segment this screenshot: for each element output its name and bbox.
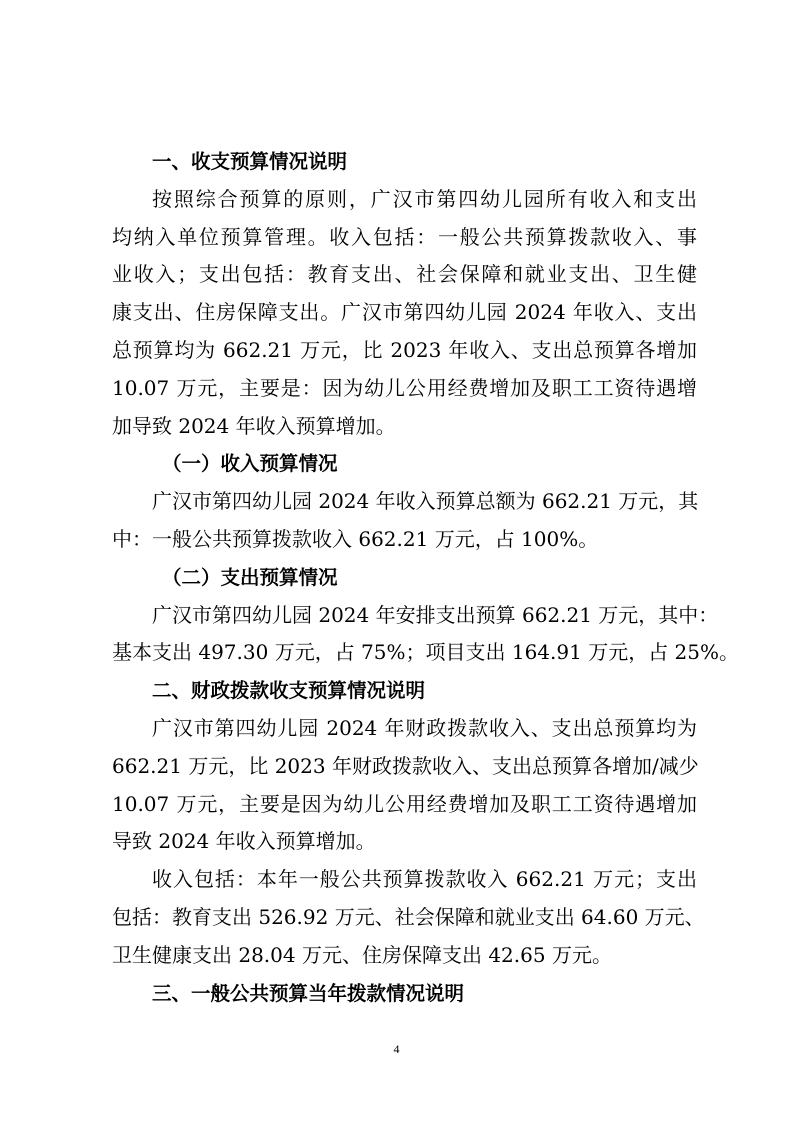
paragraph-line: 业收入；支出包括：教育支出、社会保障和就业支出、卫生健 xyxy=(112,262,697,287)
section-heading-3: 三、一般公共预算当年拨款情况说明 xyxy=(152,981,465,1005)
paragraph-line: 包括：教育支出 526.92 万元、社会保障和就业支出 64.60 万元、 xyxy=(112,904,705,929)
paragraph-line: 基本支出 497.30 万元，占 75%；项目支出 164.91 万元，占 25%。 xyxy=(112,640,740,665)
section-heading-2: 二、财政拨款收支预算情况说明 xyxy=(152,679,426,703)
paragraph-line: 广汉市第四幼儿园 2024 年安排支出预算 662.21 万元，其中： xyxy=(152,602,719,627)
section-heading-1: 一、收支预算情况说明 xyxy=(152,150,348,173)
paragraph-line: 中：一般公共预算拨款收入 662.21 万元，占 100%。 xyxy=(112,526,599,551)
paragraph-line: 广汉市第四幼儿园 2024 年财政拨款收入、支出总预算均为 xyxy=(152,715,697,740)
paragraph-line: 广汉市第四幼儿园 2024 年收入预算总额为 662.21 万元，其 xyxy=(152,489,699,514)
paragraph-line: 662.21 万元，比 2023 年财政拨款收入、支出总预算各增加/减少 xyxy=(112,753,699,778)
paragraph-line: 卫生健康支出 28.04 万元、住房保障支出 42.65 万元。 xyxy=(112,942,612,967)
section2-paragraph-1 xyxy=(112,710,697,861)
paragraph-line: 10.07 万元，主要是：因为幼儿公用经费增加及职工工资待遇增 xyxy=(112,375,697,400)
paragraph-line: 均纳入单位预算管理。收入包括：一般公共预算拨款收入、事 xyxy=(112,224,697,249)
document-body xyxy=(112,143,740,1012)
income-paragraph xyxy=(112,483,697,559)
paragraph-line: 收入包括：本年一般公共预算拨款收入 662.21 万元；支出 xyxy=(152,867,697,892)
subsection-heading-expenditure: （二）支出预算情况 xyxy=(162,565,338,589)
subsection-heading-income: （一）收入预算情况 xyxy=(162,452,338,476)
paragraph-line: 10.07 万元，主要是因为幼儿公用经费增加及职工工资待遇增加 xyxy=(112,791,697,816)
section2-paragraph-2 xyxy=(112,861,705,974)
expenditure-paragraph xyxy=(112,597,740,673)
paragraph-line: 总预算均为 662.21 万元，比 2023 年收入、支出总预算各增加 xyxy=(112,337,697,362)
paragraph-line: 加导致 2024 年收入预算增加。 xyxy=(112,413,396,438)
section1-paragraph xyxy=(112,181,697,446)
paragraph-line: 导致 2024 年收入预算增加。 xyxy=(112,829,376,854)
page-number: 4 xyxy=(393,1042,400,1056)
paragraph-line: 按照综合预算的原则，广汉市第四幼儿园所有收入和支出 xyxy=(152,186,697,211)
paragraph-line: 康支出、住房保障支出。广汉市第四幼儿园 2024 年收入、支出 xyxy=(112,300,697,325)
